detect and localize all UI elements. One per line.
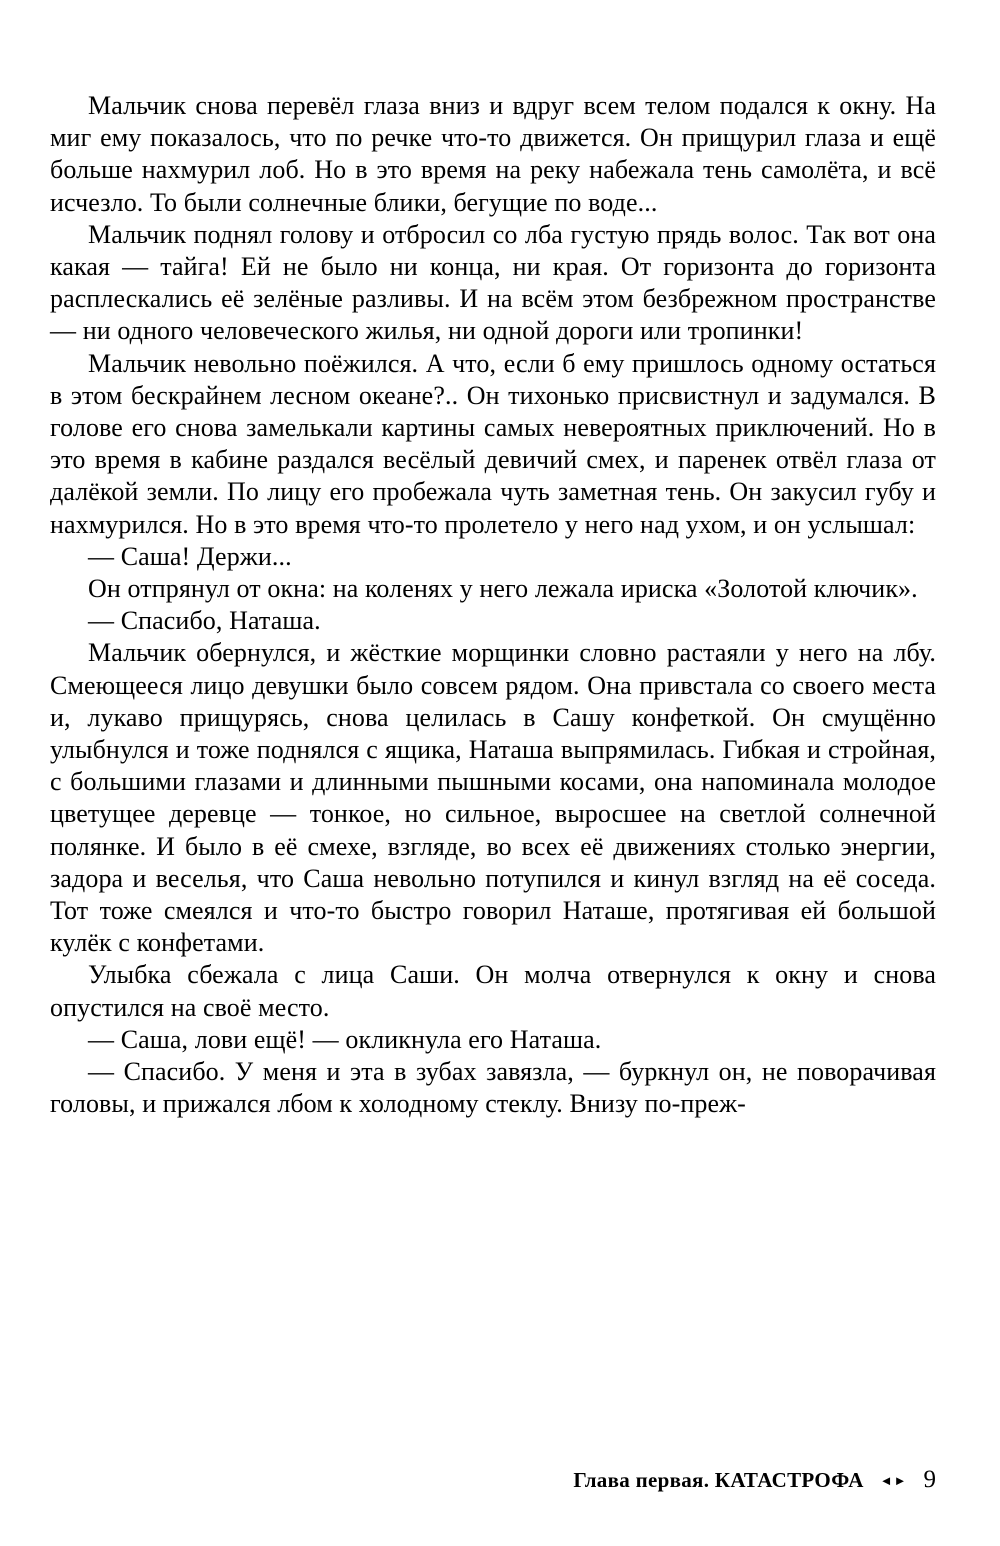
paragraph-dialogue: — Саша! Держи... — [88, 541, 292, 571]
page-number: 9 — [923, 1466, 936, 1493]
paragraph: Мальчик обернулся, и жёсткие морщинки словно растаяли у него на лбу. Смеющееся лицо девушки было совсем рядом. Она привстала со своего места и, лукаво прищурясь, снова целилась в Сашу конфеткой. Он смущённо улыбнулся и тоже поднялся с ящика, Наташа выпрямилась. Гибкая и стройная, с большими глазами и длинными пышными косами, она напоминала молодое цветущее деревце — тонкое, но сильное, выросшее на светлой солнечной полянке. И было в её смехе, взгляде, во всех её движениях столько энергии, задора и веселья, что Саша невольно потупился и кинул взгляд на её соседа. Тот тоже смеялся и что-то быстро говорил Наташе, протягивая ей большой кулёк с конфетами. — [50, 638, 936, 958]
paragraph: Улыбка сбежала с лица Саши. Он молча отвернулся к окну и снова опустился на своё место. — [50, 960, 936, 1022]
paragraph: Он отпрянул от окна: на коленях у него лежала ириска «Золотой ключик». — [88, 574, 918, 604]
paragraph: Мальчик невольно поёжился. А что, если б ему пришлось одному остаться в этом бескрайнем лесном океане?.. Он тихонько присвистнул и задумался. В голове его снова замелькали картины самых невероятных приключений. Но в это время в кабине раздался весёлый девичий смех, и паренек отвёл глаза от далёкой земли. По лицу его пробежала чуть заметная тень. Он закусил губу и нахмурился. Но в это время что-то пролетело у него над ухом, и он услышал: — [50, 348, 936, 539]
paragraph-dialogue: — Спасибо, Наташа. — [88, 606, 321, 636]
footer-ornament-icon: ◄► — [879, 1473, 908, 1488]
paragraph: Мальчик снова перевёл глаза вниз и вдруг всем телом подался к окну. На миг ему показалось, что по речке что-то движется. Он прищурил глаза и ещё больше нахмурил лоб. Но в это время на реку набежала тень самолёта, и всё исчезло. То были солнечные блики, бегущие по воде... — [50, 91, 936, 217]
chapter-title: Глава первая. КАТАСТРОФА — [573, 1468, 864, 1492]
paragraph-dialogue: — Саша, лови ещё! — окликнула его Наташа. — [88, 1024, 602, 1054]
paragraph: — Спасибо. У меня и эта в зубах завязла, — буркнул он, не поворачивая головы, и прижался лбом к холодному стеклу. Внизу по-преж- — [50, 1057, 936, 1119]
running-footer — [573, 1466, 936, 1494]
paragraph: Мальчик поднял голову и отбросил со лба густую прядь волос. Так вот она какая — тайга! Ей не было ни конца, ни края. От горизонта до горизонта расплескались её зелёные разливы. И на всём этом безбрежном пространстве — ни одного человеческого жилья, ни одной дороги или тропинки! — [50, 219, 936, 346]
page-text — [50, 90, 936, 1121]
